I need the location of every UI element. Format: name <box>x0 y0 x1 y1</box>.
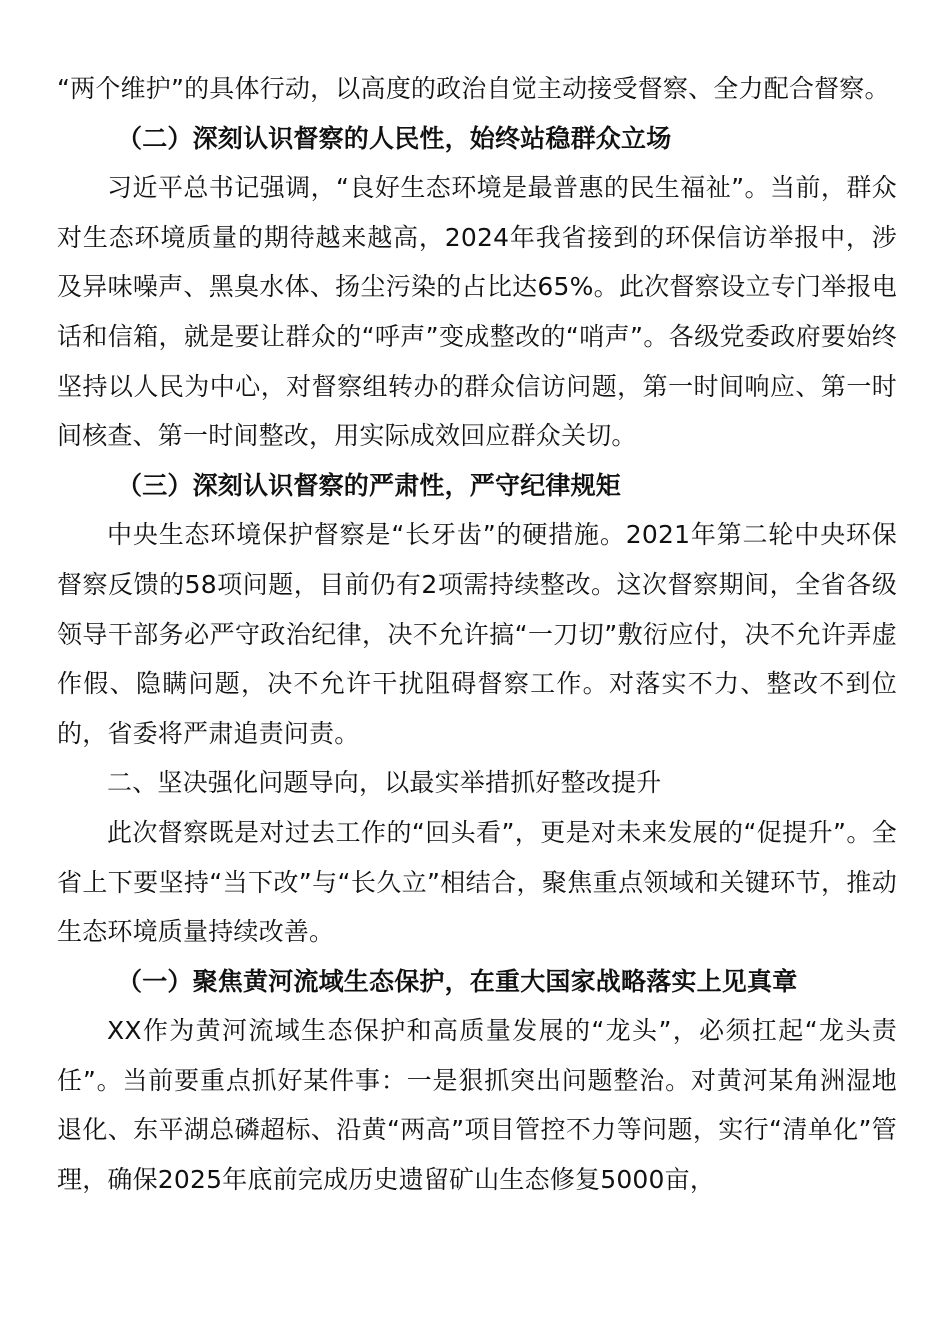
paragraph-seriousness: 中央生态环境保护督察是“长牙齿”的硬措施。2021年第二轮中央环保督察反馈的58项问题，目前仍有2项需持续整改。这次督察期间，全省各级领导干部务必严守政治纪律，决不允许搞“一刀切”敷衍应付，决不允许弄虚作假、隐瞒问题，决不允许干扰阻碍督察工作。对落实不力、整改不到位的，省委将严肃追责问责。 <box>57 520 897 748</box>
subheading-people-nature: （二）深刻认识督察的人民性，始终站稳群众立场 <box>117 123 672 153</box>
subheading-seriousness: （三）深刻认识督察的严肃性，严守纪律规矩 <box>117 470 622 500</box>
document-body <box>57 64 897 1205</box>
paragraph-yellow-river: XX作为黄河流域生态保护和高质量发展的“龙头”，必须扛起“龙头责任”。当前要重点抓好某件事：一是狠抓突出问题整治。对黄河某角洲湿地退化、东平湖总磷超标、沿黄“两高”项目管控不力等问题，实行“清单化”管理，确保2025年底前完成历史遗留矿山生态修复5000亩， <box>57 1016 897 1195</box>
section-heading-problem-oriented: 二、坚决强化问题导向，以最实举措抓好整改提升 <box>107 768 662 798</box>
subheading-yellow-river: （一）聚焦黄河流域生态保护，在重大国家战略落实上见真章 <box>117 966 798 996</box>
paragraph-people-nature: 习近平总书记强调，“良好生态环境是最普惠的民生福祉”。当前，群众对生态环境质量的期待越来越高，2024年我省接到的环保信访举报中，涉及异味噪声、黑臭水体、扬尘污染的占比达65%。此次督察设立专门举报电话和信箱，就是要让群众的“呼声”变成整改的“哨声”。各级党委政府要始终坚持以人民为中心，对督察组转办的群众信访问题，第一时间响应、第一时间核查、第一时间整改，用实际成效回应群众关切。 <box>57 173 897 451</box>
paragraph-problem-oriented: 此次督察既是对过去工作的“回头看”，更是对未来发展的“促提升”。全省上下要坚持“当下改”与“长久立”相结合，聚焦重点领域和关键环节，推动生态环境质量持续改善。 <box>57 817 897 947</box>
paragraph-continuation: “两个维护”的具体行动，以高度的政治自觉主动接受督察、全力配合督察。 <box>57 74 890 103</box>
